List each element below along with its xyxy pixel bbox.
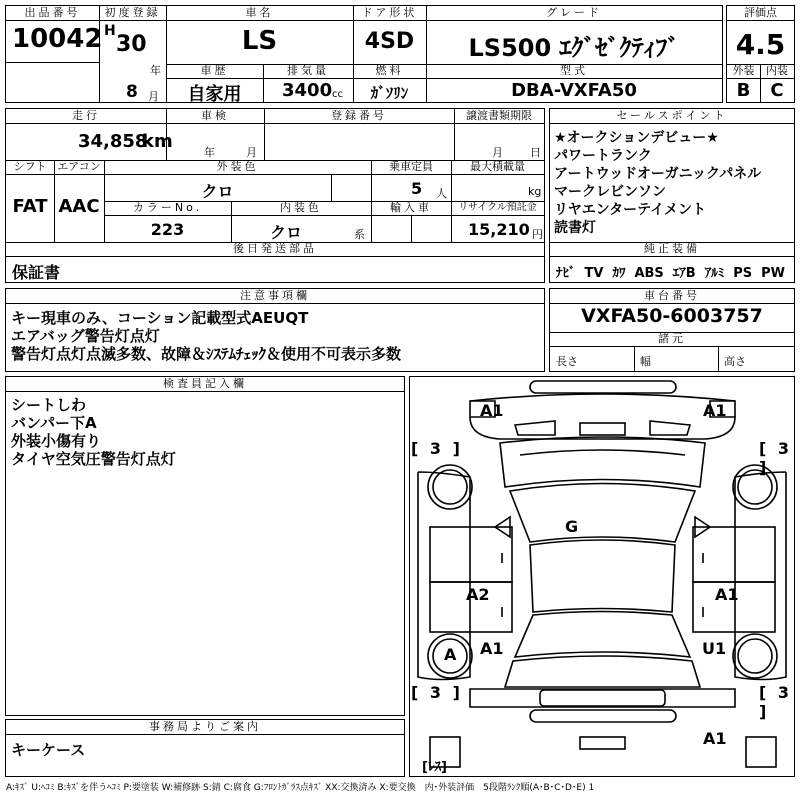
history: 自家用 (187, 84, 242, 105)
rating-label: 評価点 (744, 6, 777, 19)
mileage-label: 走行 (72, 109, 100, 122)
equipment-list (556, 262, 794, 281)
equipment-item: ｶﾜ (612, 266, 626, 281)
equipment-item: ﾅﾋﾞ (556, 266, 576, 281)
equipment-item: ABS (634, 266, 664, 281)
int-color-label: 内装色 (280, 201, 322, 214)
first-reg-label: 初度登録 (104, 6, 161, 19)
door-label: ドア形状 (361, 6, 418, 19)
type-label: 型式 (560, 64, 588, 77)
mark-left-wheel: A (444, 645, 457, 664)
recycle-label: リサイクル預託金 (458, 202, 537, 213)
model-type: DBA-VXFA50 (511, 80, 637, 101)
model-label: 車名 (245, 6, 274, 19)
plate-label: 登録番号 (331, 109, 387, 122)
color-no: 223 (150, 220, 185, 239)
mark-bracket-tl: [ 3 ] (411, 439, 463, 458)
ac-label: エアコン (57, 160, 101, 173)
ext-grade: B (736, 80, 751, 101)
load-label: 最大積載量 (470, 160, 525, 173)
mark-left-door: A2 (466, 585, 490, 604)
model-name: LS (241, 26, 278, 56)
inspection-month-unit: 月 (246, 146, 257, 159)
recycle-unit: 円 (532, 228, 543, 241)
caution-line: 警告灯点灯点滅多数、故障＆ｼｽﾃﾑﾁｪｯｸ＆使用不可表示多数 (11, 345, 402, 363)
inspector-notes (11, 396, 176, 468)
history-label: 車歴 (200, 64, 229, 77)
legend: A:ｷｽﾞ U:ﾍｺﾐ B:ｷｽﾞを伴うﾍｺﾐ P:要塗装 W:補修跡 S:錆 C:腐食 G:ﾌﾛﾝﾄｶﾞﾗｽ点ｷｽﾞ XX:交換済み X:要交換 内･外装評価 5段階ﾗﾝｸ順(A･B･C･D･E) 1 (6, 783, 595, 793)
inspector-box (5, 376, 405, 716)
inspection-year-unit: 年 (204, 146, 215, 159)
sales-label: セールスポイント (616, 109, 728, 122)
fuel-label: 燃料 (375, 64, 404, 77)
office-note: キーケース (11, 741, 86, 759)
disp-label: 排気量 (287, 64, 329, 77)
month-unit: 月 (148, 90, 159, 103)
sales-point: パワートランク (554, 148, 652, 164)
mark-left-rear: A1 (480, 639, 504, 658)
chassis-box (549, 288, 795, 372)
sales-box (549, 108, 795, 283)
office-box (5, 719, 405, 777)
inspector-note: シートしわ (11, 396, 87, 414)
inspector-note: タイヤ空気圧警告灯点灯 (11, 450, 176, 468)
equipment-item: PS (733, 266, 753, 281)
mark-rear-bumper: A1 (703, 729, 727, 748)
equipment-item: TV (584, 266, 604, 281)
mark-less: [ﾚｽ] (422, 760, 447, 775)
mark-right-door: A1 (715, 585, 739, 604)
equipment-item: ｱﾙﾐ (704, 266, 725, 281)
caution-line: キー現車のみ、コーション記載型式AEUQT (11, 309, 309, 327)
car-diagram (409, 376, 795, 777)
sales-point: アートウッドオーガニックパネル (554, 166, 762, 182)
sales-point: ★オークションデビュー★ (554, 130, 719, 146)
rating-box (726, 5, 795, 103)
int-color: クロ (269, 223, 302, 242)
sales-point: マークレビンソン (554, 184, 666, 200)
width-label: 幅 (640, 355, 651, 368)
recycle-fee: 15,210 (468, 220, 530, 239)
year-unit: 年 (150, 64, 161, 77)
spec-label: 諸元 (658, 332, 686, 345)
sales-points-list (554, 129, 761, 237)
chassis-number: VXFA50-6003757 (581, 305, 763, 327)
equipment-label: 純正装備 (644, 242, 700, 255)
inspector-note: バンパー下A (11, 414, 97, 432)
equipment-item: ｴｱB (672, 266, 696, 281)
mark-bracket-bl: [ 3 ] (411, 683, 463, 702)
capacity: 5 (411, 179, 423, 198)
rating: 4.5 (735, 28, 786, 61)
mark-bracket-br: [ 3 ] (759, 683, 793, 721)
chassis-label: 車台番号 (644, 289, 700, 302)
equipment-item: PW (761, 266, 785, 281)
height-label: 高さ (724, 355, 746, 368)
caution-line: エアバッグ警告灯点灯 (11, 327, 160, 345)
ext-label: 外装 (732, 64, 755, 77)
int-color-unit: 系 (354, 228, 365, 241)
mark-glass: G (565, 517, 579, 536)
ac: AAC (58, 196, 100, 217)
inspector-label: 検査員記入欄 (163, 377, 247, 390)
lot-number: 10042 (12, 24, 103, 54)
mark-right-rear: U1 (702, 639, 727, 658)
lot-label: 出品番号 (24, 6, 81, 19)
transfer-day: 日 (530, 146, 541, 159)
grade-label: グレード (546, 6, 602, 19)
import-label: 輸入車 (390, 201, 432, 214)
era: H (104, 23, 116, 39)
mark-bracket-tr: [ 3 ] (759, 439, 793, 477)
header-box (5, 5, 723, 103)
inspector-note: 外装小傷有り (11, 432, 102, 450)
door-type: 4SD (364, 29, 415, 54)
later-parts: 保証書 (12, 263, 61, 282)
caution-box (5, 288, 545, 372)
displacement: 3400 (282, 80, 333, 101)
caution-label: 注意事項欄 (240, 289, 310, 302)
sales-point: リヤエンターテイメント (554, 202, 707, 218)
capacity-label: 乗車定員 (389, 160, 433, 173)
fuel: ｶﾞｿﾘﾝ (370, 84, 409, 102)
inspection-label: 車検 (201, 109, 229, 122)
later-parts-label: 後日発送部品 (233, 242, 317, 255)
color-no-label: カラーNo. (132, 201, 203, 214)
mileage-unit: km (142, 131, 173, 152)
disp-unit: cc (332, 89, 343, 100)
transfer-month: 月 (492, 146, 503, 159)
int-label: 内装 (766, 64, 788, 77)
transfer-label: 譲渡書類期限 (466, 109, 532, 122)
int-grade: C (770, 80, 784, 101)
ext-color: クロ (201, 182, 234, 201)
grade: LS500 ｴｸﾞｾﾞｸﾃｨﾌﾞ (468, 34, 680, 62)
shift-label: シフト (13, 160, 47, 173)
reg-year: 30 (116, 32, 147, 57)
office-label: 事務局よりご案内 (149, 720, 261, 733)
ext-color-label: 外装色 (216, 160, 259, 173)
sales-point: 読書灯 (554, 220, 596, 236)
load-unit: kg (528, 185, 542, 198)
shift: FAT (12, 196, 48, 217)
mileage: 34,858 (78, 131, 148, 152)
mark-front-right: A1 (703, 401, 727, 420)
length-label: 長さ (556, 355, 578, 368)
info-box (5, 108, 545, 283)
capacity-unit: 人 (436, 187, 447, 200)
reg-month: 8 (126, 82, 138, 102)
car-outline (410, 377, 794, 776)
caution-lines (11, 309, 401, 363)
mark-front-left: A1 (480, 401, 504, 420)
